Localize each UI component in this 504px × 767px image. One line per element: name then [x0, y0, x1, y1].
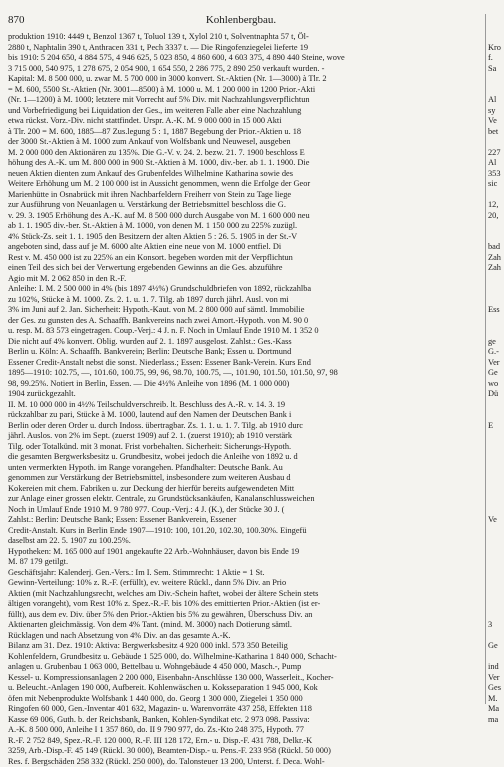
page-header — [8, 14, 474, 28]
text-line: Agio mit M. 2 062 850 in den R.-F. — [8, 274, 474, 285]
edge-fragment: Ge — [488, 368, 498, 379]
text-line: bis 1910: 5 204 650, 4 884 575, 4 946 625, 5 023 850, 4 860 600, 4 603 375, 4 890 440 Steine, wove — [8, 53, 474, 64]
text-line: 3259, Arb.-Disp.-F. 45 149 (Rückl. 30 000), Beamten-Disp.- u. Pens.-F. 233 958 (Rückl. 50 000) — [8, 746, 474, 757]
text-line: zu 102%, Stücke à M. 1000. Zs. 2. 1. u. 1. 7. Tilg. ab 1897 durch jährl. Ausl. von mi — [8, 295, 474, 306]
text-line: produktion 1910: 4449 t, Benzol 1367 t, Toluol 139 t, Xylol 210 t, Solventnaphta 57 t, Öl- — [8, 32, 474, 43]
text-line: Tilg. oder Totalkünd. mit 3 monat. Frist vorbehalten. Sicherheit: Sicherungs-Hypoth. — [8, 442, 474, 453]
text-line: 4% Stück-Zs. seit 1. 1. 1905 den Besitzern der alten Aktien 5 : 26. 5. 1905 in der St.-V — [8, 232, 474, 243]
edge-fragment: Ma — [488, 704, 499, 715]
edge-fragment: Ve — [488, 116, 497, 127]
text-line: ab 1. 1. 1905 div.-ber. St.-Aktien à M. 1000, von denen M. 1 150 000 zu 225% zuzügl. — [8, 221, 474, 232]
text-line: der Ges. zu gunsten des A. Schaaffh. Bankvereins nach zwei Amort.-Hypoth. von M. 90 0 — [8, 316, 474, 327]
text-line: Zahlst.: Berlin: Deutsche Bank; Essen: Essener Bankverein, Essener — [8, 515, 474, 526]
edge-fragment: Kro — [488, 43, 501, 54]
text-line: Credit-Anstalt. Kurs in Berlin Ende 1907—1910: 100, 101.20, 102.30, 100.30%. Eingefü — [8, 526, 474, 537]
edge-fragment: Ver — [488, 358, 500, 369]
edge-fragment: sy — [488, 106, 495, 117]
edge-fragment: Ges — [488, 683, 501, 694]
edge-fragment: ge — [488, 337, 496, 348]
text-line: 2880 t, Naphtalin 390 t, Anthracen 331 t, Pech 3337 t. — Die Ringofenziegelei lieferte 19 — [8, 43, 474, 54]
text-line: angeboten sind, dass auf je M. 6000 alte Aktien eine neue von M. 1000 entfiel. Di — [8, 242, 474, 253]
edge-fragment: Zah — [488, 263, 501, 274]
text-line: zur Anlage einer grossen elektr. Centrale, zu Grundstücksankäufen, Kanalanschlussweichen — [8, 494, 474, 505]
text-line: einen Teil des sich bei der Verwertung ergebenden Gewinns an die Ges. abzuführe — [8, 263, 474, 274]
text-line: à Tlr. 200 = M. 600, 1885—87 Zus.legung 5 : 1, 1887 Begebung der Prior.-Aktien u. 18 — [8, 127, 474, 138]
text-column — [8, 32, 474, 767]
text-line: Rest v. M. 450 000 ist zu 225% an ein Konsort. begeben worden mit der Verpflichtun — [8, 253, 474, 264]
edge-fragment: E — [488, 421, 493, 432]
edge-fragment: ma — [488, 715, 498, 726]
text-line: Essener Credit-Anstalt nebst die sonst. Niederlass.; Essen: Essener Bank-Verein. Kurs End — [8, 358, 474, 369]
text-line: = M. 600, 5500 St.-Aktien (Nr. 3001—8500) à M. 1000 u. M. 1 200 000 in 1200 Prior.-Akti — [8, 85, 474, 96]
text-line: Kessel- u. Kompressionsanlagen 2 200 000, Eisenbahn-Anschlüsse 130 000, Wasserleit., Kocher- — [8, 673, 474, 684]
text-line: zur Ausführung von Neuanlagen u. Verstärkung der Betriebsmittel beschloss die G. — [8, 200, 474, 211]
text-line: 98, 99.25%. Notiert in Berlin, Essen. — Die 4½% Anleihe von 1896 (M. 1 000 000) — [8, 379, 474, 390]
text-line: Aktien (mit Nachzahlungsrecht, welches am Div.-Schein haftet, wobei der ältere Schein stets — [8, 589, 474, 600]
text-line: Kokereien mit chem. Fabriken u. zur Deckung der hierfür bereits aufgewendeten Mitt — [8, 484, 474, 495]
text-line: M. 2 000 000 den Aktionären zu 135%. Die G.-V. v. 24. 2. bezw. 21. 7. 1900 beschloss E — [8, 148, 474, 159]
edge-fragment: 12, — [488, 200, 498, 211]
text-line: 1904 zurückgezahlt. — [8, 389, 474, 400]
text-line: Kohlenfeldern, Grundbesitz u. Gebäude 1 525 000, do. Wilhelmine-Katharina 1 840 000, Schacht- — [8, 652, 474, 663]
text-line: der 3000 St.-Aktien à M. 1000 zum Ankauf von Wolfsbank und Neuwesel, ausgeben — [8, 137, 474, 148]
edge-fragment: Ver — [488, 673, 500, 684]
edge-fragment: Dü — [488, 389, 498, 400]
text-line: daselbst am 22. 5. 1907 zu 100.25%. — [8, 536, 474, 547]
text-line: v. 29. 3. 1905 Erhöhung des A.-K. auf M. 8 500 000 durch Ausgabe von M. 1 600 000 neu — [8, 211, 474, 222]
text-line: Bilanz am 31. Dez. 1910: Aktiva: Bergwerksbesitz 4 920 000 inkl. 573 350 Beteilig — [8, 641, 474, 652]
text-line: R.-F. 2 752 849, Spez.-R.-F. 120 000, R.-F. III 128 172, Ern.- u. Disp.-F. 431 788, Delkr.-K — [8, 736, 474, 747]
edge-fragment: Ge — [488, 641, 498, 652]
running-title: Kohlenbergbau. — [8, 14, 474, 26]
text-line: Berlin oder deren Order u. durch Indoss. übertragbar. Zs. 1. 1. u. 1. 7. Tilg. ab 1910 durc — [8, 421, 474, 432]
text-line: u. Beleucht.-Anlagen 190 000, Aufbereit. Kohlenwäschen u. Koksseparation 1 945 000, Kok — [8, 683, 474, 694]
edge-fragment: 3 — [488, 620, 492, 631]
text-line: Gewinn-Verteilung: 10% z. R.-F. (erfüllt), ev. weitere Rückl., dann 5% Div. an Prio — [8, 578, 474, 589]
text-line: und Vorbefriedigung bei Liquidation der Ges., im weiteren Falle aber eine Nachzahlung — [8, 106, 474, 117]
text-line: ältigen vorangeht), vom Rest 10% z. Spez.-R.-F. bis 10% des emittierten Prior.-Aktien (ist er- — [8, 599, 474, 610]
page-number: 870 — [8, 14, 25, 26]
text-line: Berlin u. Köln: A. Schaaffh. Bankverein; Berlin: Deutsche Bank; Essen u. Dortmund — [8, 347, 474, 358]
text-line: u. resp. M. 83 573 eingetragen. Coup.-Verj.: 4 J. n. F. Noch in Umlauf Ende 1910 M. 1 352 0 — [8, 326, 474, 337]
text-line: höhung des A.-K. um M. 800 000 in 900 St.-Aktien à M. 1000, div.-ber. ab 1. 1. 1900. Die — [8, 158, 474, 169]
text-line: genommen zur Verstärkung der Betriebsmittel, insbesondere zum weiteren Ausbau d — [8, 473, 474, 484]
edge-fragment: G.- — [488, 347, 499, 358]
text-line: M. 87 179 getilgt. — [8, 557, 474, 568]
text-line: Res. f. Bergschäden 258 332 (Rückl. 250 000), do. Talonsteuer 13 200, Unterst. f. Deca. Wohl- — [8, 757, 474, 767]
text-line: unten vermerkten Hypoth. im Range vorangehen. Pfandhalter: Deutsche Bank. Au — [8, 463, 474, 474]
edge-fragment: M. — [488, 694, 498, 705]
edge-fragment: Ess — [488, 305, 500, 316]
text-line: die gesamten Bergwerksbesitz u. Grundbesitz, wobei jedoch die Anleihe von 1892 u. d — [8, 452, 474, 463]
edge-fragment: Ve — [488, 515, 497, 526]
edge-fragment: ind — [488, 662, 499, 673]
text-line: neuen Aktien dienten zum Ankauf des Grubenfeldes Wilhelmine Katharina sowie des — [8, 169, 474, 180]
edge-fragment: f. — [488, 53, 493, 64]
text-line: 3% im Juni auf 2. Jan. Sicherheit: Hypoth.-Kaut. von M. 2 800 000 auf sämtl. Immobilie — [8, 305, 474, 316]
text-line: Kapital: M. 8 500 000, u. zwar M. 5 700 000 in 3000 konvert. St.-Aktien (Nr. 1—3000) à Tlr. 2 — [8, 74, 474, 85]
text-line: Ringofen 60 000, Gen.-Inventar 401 632, Magazin- u. Warenvorräte 437 258, Effekten 118 — [8, 704, 474, 715]
text-line: rückzahlbar zu pari, Stücke à M. 1000, lautend auf den Namen der Deutschen Bank i — [8, 410, 474, 421]
adjacent-page-edge — [484, 0, 504, 712]
text-line: füllt), aus dem ev. Div. über 5% den Prior.-Aktien bis 5% zu gewähren, Überschuss Div. an — [8, 610, 474, 621]
text-line: Die nicht auf 4% konvert. Oblig. wurden auf 2. 1. 1897 ausgelost. Zahlst.: Ges.-Kass — [8, 337, 474, 348]
text-line: Weitere Erhöhung um M. 2 100 000 ist in Aussicht genommen, wenn die Erfolge der Geor — [8, 179, 474, 190]
text-line: Rücklagen und nach Absetzung von 4% Div. an das gesamte A.-K. — [8, 631, 474, 642]
text-line: II. M. 10 000 000 in 4½% Teilschuldverschreib. lt. Beschluss des A.-R. v. 14. 3. 19 — [8, 400, 474, 411]
text-line: A.-K. 8 500 000, Anleihe I 1 357 860, do. II 9 790 977, do. Zs.-Kto 248 375, Hypoth. 77 — [8, 725, 474, 736]
edge-fragment: 227 — [488, 148, 501, 159]
text-line: Aktienarten gleichmässig. Von dem 4% Tant. (mind. M. 3000) nach Dotierung sämtl. — [8, 620, 474, 631]
text-line: jährl. Auslos. von 2% im Sept. (zuerst 1909) auf 2. 1. (zuerst 1910); ab 1910 verstärk — [8, 431, 474, 442]
text-line: 3 715 000, 540 975, 1 278 675, 2 054 900, 1 654 550, 2 286 775, 2 890 250 verkauft wurden. - — [8, 64, 474, 75]
edge-fragment: 20, — [488, 211, 498, 222]
text-line: Hypotheken: M. 165 000 auf 1901 angekaufte 22 Arb.-Wohnhäuser, davon bis Ende 19 — [8, 547, 474, 558]
text-line: etwa rückst. Vorz.-Div. nicht stattfindet. Urspr. A.-K. M. 9 000 000 in 15 000 Akti — [8, 116, 474, 127]
page-fold-shadow — [485, 14, 486, 704]
text-line: Noch in Umlauf Ende 1910 M. 9 780 977. Coup.-Verj.: 4 J. (K.), der Stücke 30 J. ( — [8, 505, 474, 516]
edge-fragment: Zah — [488, 253, 501, 264]
edge-fragment: wo — [488, 379, 498, 390]
text-line: 1895—1910: 102.75, —, 101.60, 100.75, 99, 96, 98.70, 100.75, —, 101.90, 101.50, 101.50, 97, 98 — [8, 368, 474, 379]
text-line: Kasse 69 006, Guth. b. der Reichsbank, Banken, Kohlen-Syndikat etc. 2 973 098. Passiva: — [8, 715, 474, 726]
edge-fragment: 353 — [488, 169, 501, 180]
edge-fragment: bet — [488, 127, 498, 138]
text-line: Anleihe: I. M. 2 500 000 in 4% (bis 1897 4½%) Grundschuldbriefen von 1892, rückzahlba — [8, 284, 474, 295]
text-line: Marienhütte in Osnabrück mit ihren Nachbarfeldern Freiherr von Stein zu Tage liege — [8, 190, 474, 201]
edge-fragment: sic — [488, 179, 497, 190]
text-line: anlagen u. Grubenbau 1 063 000, Bettelbau u. Wohngebäude 4 450 000, Masch.-, Pump — [8, 662, 474, 673]
edge-fragment: Al — [488, 158, 496, 169]
edge-fragment: bad — [488, 242, 500, 253]
text-line: öfen mit Nebenprodukte Wolfsbank 1 440 000, do. Georg 1 300 000, Ziegelei 1 350 000 — [8, 694, 474, 705]
edge-fragment: Sa — [488, 64, 496, 75]
edge-fragment: Al — [488, 95, 496, 106]
text-line: Geschäftsjahr: Kalenderj. Gen.-Vers.: Im I. Sem. Stimmrecht: 1 Aktie = 1 St. — [8, 568, 474, 579]
text-line: (Nr. 1—1200) à M. 1000; letztere mit Vorrecht auf 5% Div. mit Nachzahlungsverpflichtun — [8, 95, 474, 106]
